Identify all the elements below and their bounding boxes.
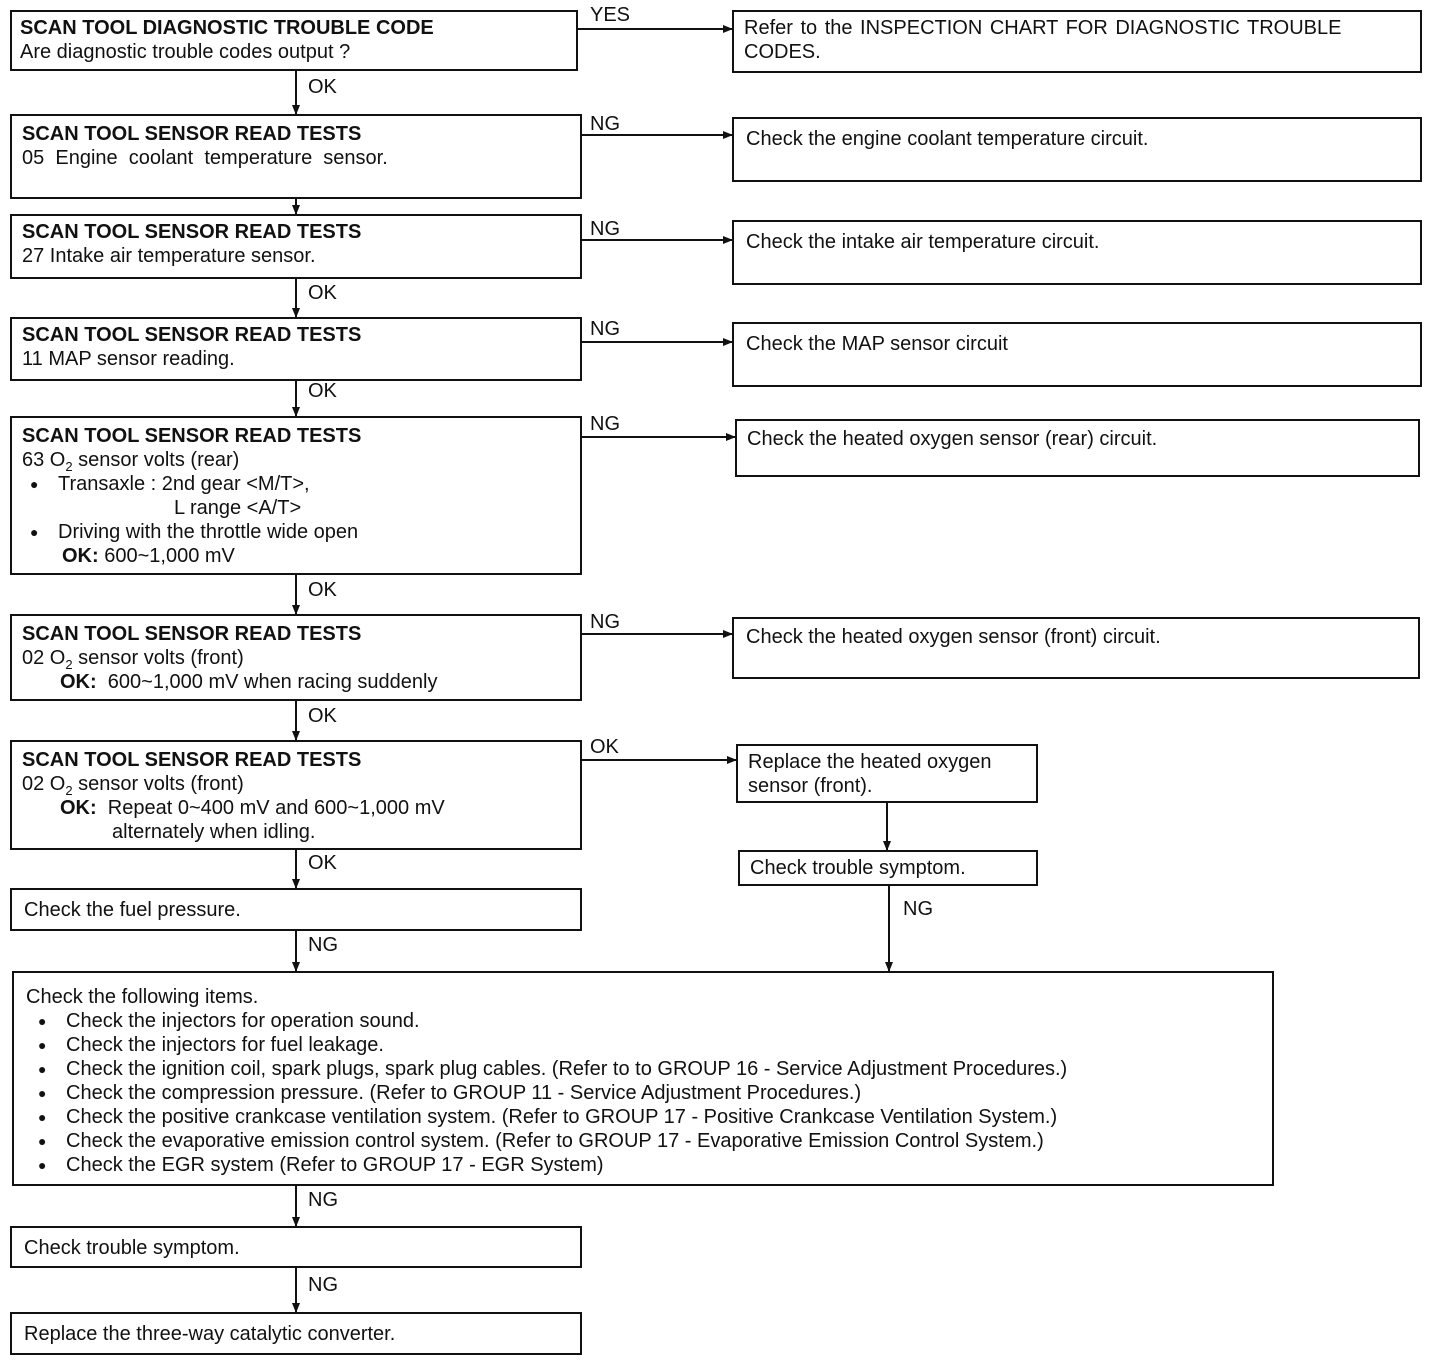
- step-text: Check trouble symptom.: [24, 1237, 240, 1259]
- result-text: Refer to the INSPECTION CHART FOR DIAGNOSTIC TROUBLE CODES.: [744, 17, 1342, 63]
- step-fuel-pressure: [10, 888, 582, 931]
- step-check-items: [12, 971, 1274, 1186]
- step-replace-catalytic: [10, 1312, 582, 1355]
- ok-criteria: OK: 600~1,000 mV when racing suddenly: [60, 671, 438, 693]
- result-text: Check the heated oxygen sensor (rear) circuit.: [747, 428, 1158, 450]
- step-title: SCAN TOOL SENSOR READ TESTS: [22, 425, 362, 447]
- label-ng: NG: [903, 898, 933, 920]
- ok-criteria: OK: Repeat 0~400 mV and 600~1,000 mV: [60, 797, 445, 819]
- step-dtc-check: [10, 10, 578, 71]
- ok-criteria: OK: 600~1,000 mV: [62, 545, 235, 567]
- label-ng: NG: [590, 318, 620, 340]
- step-text: 63 $O_2$ sensor volts (rear): [22, 449, 240, 474]
- step-title: SCAN TOOL SENSOR READ TESTS: [22, 123, 362, 145]
- result-o2-front-circuit: [732, 617, 1420, 679]
- check-item-list: [30, 1009, 1260, 1177]
- step-title: SCAN TOOL SENSOR READ TESTS: [22, 749, 362, 771]
- check-item: ● Check the positive crankcase ventilation system. (Refer to GROUP 17 - Positive Crankcase Ventilation System.): [30, 1105, 1260, 1129]
- label-ng: NG: [590, 113, 620, 135]
- step-map-sensor: [10, 317, 582, 381]
- label-ng: NG: [308, 1189, 338, 1211]
- check-item: ● Check the injectors for fuel leakage.: [30, 1033, 1260, 1057]
- step-text: Replace the three-way catalytic converter.: [24, 1323, 396, 1345]
- step-title: SCAN TOOL SENSOR READ TESTS: [22, 623, 362, 645]
- step-trouble-symptom: [10, 1226, 582, 1268]
- label-ng: NG: [590, 611, 620, 633]
- step-o2-front-racing: [10, 614, 582, 701]
- ok-criteria-cont: alternately when idling.: [112, 821, 316, 843]
- result-text: Check trouble symptom.: [750, 857, 966, 879]
- step-text: 11 MAP sensor reading.: [22, 348, 235, 370]
- label-ok: OK: [308, 705, 337, 727]
- result-text: Check the MAP sensor circuit: [746, 333, 1008, 355]
- step-o2-rear: [10, 416, 582, 575]
- result-text: Check the intake air temperature circuit.: [746, 231, 1100, 253]
- step-title: SCAN TOOL SENSOR READ TESTS: [22, 221, 362, 243]
- result-trouble-symptom: [738, 850, 1038, 886]
- result-intake-air-circuit: [732, 220, 1422, 285]
- condition-item: ● Driving with the throttle wide open: [22, 520, 570, 544]
- check-item: ● Check the injectors for operation sound.: [30, 1009, 1260, 1033]
- check-item: ● Check the evaporative emission control system. (Refer to GROUP 17 - Evaporative Emission Control System.): [30, 1129, 1260, 1153]
- result-map-circuit: [732, 322, 1422, 387]
- label-ng: NG: [308, 1274, 338, 1296]
- step-text: Check the following items.: [26, 986, 259, 1008]
- result-text: Check the engine coolant temperature circuit.: [746, 128, 1149, 150]
- result-coolant-circuit: [732, 117, 1422, 182]
- label-ng: NG: [590, 218, 620, 240]
- check-item: ● Check the compression pressure. (Refer to GROUP 11 - Service Adjustment Procedures.): [30, 1081, 1260, 1105]
- step-text: 02 $O_2$ sensor volts (front): [22, 647, 244, 672]
- check-item: ● Check the EGR system (Refer to GROUP 17 - EGR System): [30, 1153, 1260, 1177]
- label-yes: YES: [590, 4, 631, 26]
- step-text: Check the fuel pressure.: [24, 899, 241, 921]
- result-replace-o2-front: [736, 744, 1038, 803]
- step-o2-front-idle: [10, 740, 582, 850]
- label-ok: OK: [308, 76, 337, 98]
- label-ok: OK: [308, 579, 337, 601]
- step-title: SCAN TOOL DIAGNOSTIC TROUBLE CODE: [20, 17, 434, 39]
- condition-item: ● Transaxle : 2nd gear <M/T>, L range <A/T>: [22, 472, 570, 520]
- condition-list: [22, 472, 570, 544]
- step-text: Are diagnostic trouble codes output ?: [20, 41, 351, 63]
- step-coolant-temp: [10, 114, 582, 199]
- result-text: Check the heated oxygen sensor (front) circuit.: [746, 626, 1161, 648]
- check-item: ● Check the ignition coil, spark plugs, spark plug cables. (Refer to to GROUP 16 - Service Adjustment Procedures.): [30, 1057, 1260, 1081]
- step-text: 27 Intake air temperature sensor.: [22, 245, 316, 267]
- label-ok: OK: [590, 736, 619, 758]
- result-inspection-chart: [732, 10, 1422, 73]
- label-ok: OK: [308, 380, 337, 402]
- label-ng: NG: [308, 934, 338, 956]
- step-title: SCAN TOOL SENSOR READ TESTS: [22, 324, 362, 346]
- label-ng: NG: [590, 413, 620, 435]
- label-ok: OK: [308, 852, 337, 874]
- result-text: Replace the heated oxygen sensor (front).: [748, 751, 992, 797]
- step-text: 02 $O_2$ sensor volts (front): [22, 773, 244, 798]
- label-ok: OK: [308, 282, 337, 304]
- result-o2-rear-circuit: [735, 419, 1420, 477]
- step-intake-air-temp: [10, 214, 582, 279]
- step-text: 05 Engine coolant temperature sensor.: [22, 147, 388, 169]
